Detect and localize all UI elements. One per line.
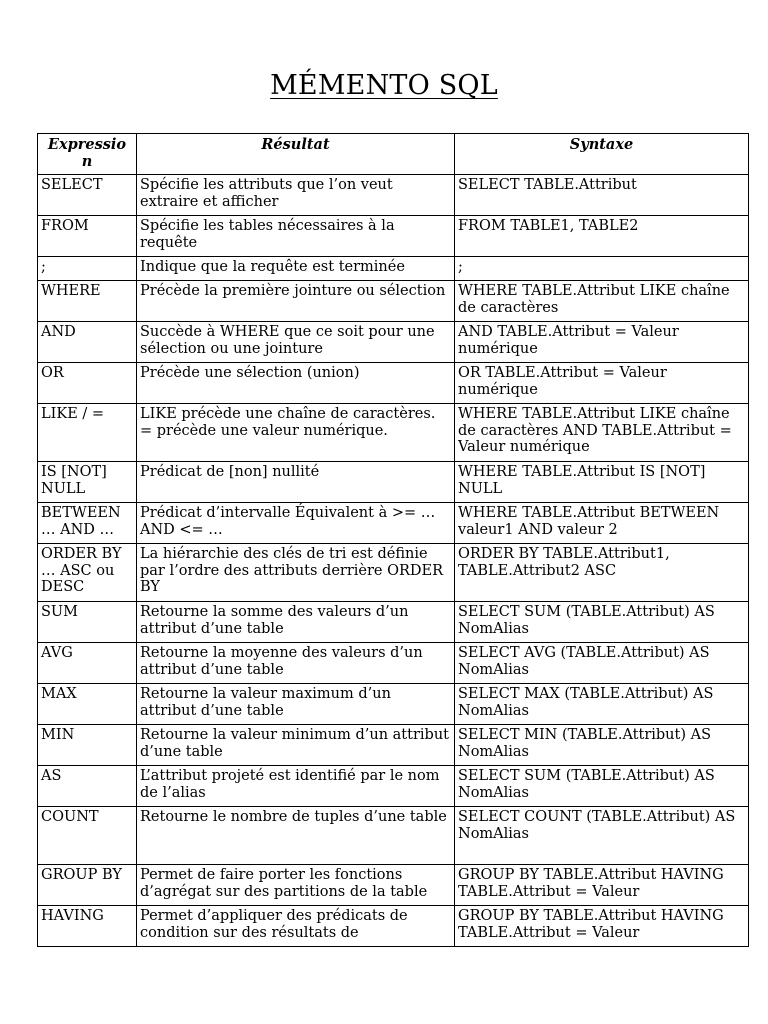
cell-resultat: Retourne la valeur maximum d’un attribut d’une table (137, 684, 455, 725)
cell-expression: HAVING (38, 906, 137, 947)
cell-resultat: Prédicat d’intervalle Équivalent à >= … AND <= … (137, 503, 455, 544)
cell-expression: IS [NOT] NULL (38, 462, 137, 503)
table-row (38, 544, 749, 602)
cell-syntaxe: WHERE TABLE.Attribut LIKE chaîne de caractères (455, 281, 749, 322)
cell-resultat: Retourne la valeur minimum d’un attribut d’une table (137, 725, 455, 766)
cell-expression: SUM (38, 602, 137, 643)
cell-syntaxe: AND TABLE.Attribut = Valeur numérique (455, 322, 749, 363)
cell-resultat: Précède une sélection (union) (137, 363, 455, 404)
cell-expression: FROM (38, 216, 137, 257)
cell-syntaxe: WHERE TABLE.Attribut IS [NOT] NULL (455, 462, 749, 503)
cell-syntaxe: WHERE TABLE.Attribut BETWEEN valeur1 AND valeur 2 (455, 503, 749, 544)
cell-resultat: Succède à WHERE que ce soit pour une sélection ou une jointure (137, 322, 455, 363)
cell-syntaxe: OR TABLE.Attribut = Valeur numérique (455, 363, 749, 404)
cell-expression: COUNT (38, 807, 137, 865)
cell-resultat: Spécifie les attributs que l’on veut extraire et afficher (137, 175, 455, 216)
cell-expression: BETWEEN … AND … (38, 503, 137, 544)
cell-expression: OR (38, 363, 137, 404)
cell-syntaxe: SELECT SUM (TABLE.Attribut) AS NomAlias (455, 602, 749, 643)
cell-expression: LIKE / = (38, 404, 137, 462)
cell-syntaxe: SELECT MAX (TABLE.Attribut) AS NomAlias (455, 684, 749, 725)
cell-expression: ORDER BY … ASC ou DESC (38, 544, 137, 602)
table-row (38, 175, 749, 216)
table-row (38, 216, 749, 257)
cell-expression: MAX (38, 684, 137, 725)
cell-expression: GROUP BY (38, 865, 137, 906)
cell-resultat: La hiérarchie des clés de tri est définie par l’ordre des attributs derrière ORDER BY (137, 544, 455, 602)
cell-resultat: Précède la première jointure ou sélection (137, 281, 455, 322)
table-row (38, 257, 749, 281)
cell-syntaxe: FROM TABLE1, TABLE2 (455, 216, 749, 257)
cell-resultat (137, 404, 455, 462)
table-row (38, 643, 749, 684)
header-resultat: Résultat (137, 134, 455, 175)
table-row (38, 684, 749, 725)
table-row (38, 865, 749, 906)
cell-syntaxe: SELECT SUM (TABLE.Attribut) AS NomAlias (455, 766, 749, 807)
table-body (38, 175, 749, 947)
table-row (38, 281, 749, 322)
cell-resultat: Spécifie les tables nécessaires à la requête (137, 216, 455, 257)
cell-resultat-line: LIKE précède une chaîne de caractères. (140, 406, 436, 422)
cell-syntaxe: SELECT AVG (TABLE.Attribut) AS NomAlias (455, 643, 749, 684)
sql-memento-table (37, 133, 749, 947)
cell-syntaxe: WHERE TABLE.Attribut LIKE chaîne de caractères AND TABLE.Attribut = Valeur numérique (455, 404, 749, 462)
header-syntaxe: Syntaxe (455, 134, 749, 175)
cell-syntaxe: SELECT TABLE.Attribut (455, 175, 749, 216)
cell-resultat: Retourne le nombre de tuples d’une table (137, 807, 455, 865)
cell-syntaxe: SELECT MIN (TABLE.Attribut) AS NomAlias (455, 725, 749, 766)
cell-resultat: Prédicat de [non] nullité (137, 462, 455, 503)
cell-resultat: Permet de faire porter les fonctions d’agrégat sur des partitions de la table (137, 865, 455, 906)
table-row (38, 725, 749, 766)
table-row (38, 807, 749, 865)
table-row (38, 462, 749, 503)
cell-resultat: Permet d’appliquer des prédicats de condition sur des résultats de (137, 906, 455, 947)
cell-expression: AND (38, 322, 137, 363)
cell-expression: AVG (38, 643, 137, 684)
table-row (38, 363, 749, 404)
cell-resultat: L’attribut projeté est identifié par le nom de l’alias (137, 766, 455, 807)
table-header-row (38, 134, 749, 175)
cell-resultat: Retourne la somme des valeurs d’un attribut d’une table (137, 602, 455, 643)
table-row (38, 602, 749, 643)
cell-syntaxe: ORDER BY TABLE.Attribut1, TABLE.Attribut2 ASC (455, 544, 749, 602)
cell-syntaxe: SELECT COUNT (TABLE.Attribut) AS NomAlias (455, 807, 749, 865)
cell-resultat: Indique que la requête est terminée (137, 257, 455, 281)
cell-resultat-line: = précède une valeur numérique. (140, 422, 388, 439)
cell-expression: ; (38, 257, 137, 281)
page-title: MÉMENTO SQL (270, 70, 498, 101)
table-row (38, 906, 749, 947)
cell-expression: WHERE (38, 281, 137, 322)
cell-resultat: Retourne la moyenne des valeurs d’un attribut d’une table (137, 643, 455, 684)
table-row (38, 766, 749, 807)
cell-syntaxe: GROUP BY TABLE.Attribut HAVING TABLE.Attribut = Valeur (455, 865, 749, 906)
cell-expression: SELECT (38, 175, 137, 216)
table-row (38, 404, 749, 462)
cell-expression: AS (38, 766, 137, 807)
table-row (38, 322, 749, 363)
cell-expression: MIN (38, 725, 137, 766)
table-row (38, 503, 749, 544)
cell-syntaxe: GROUP BY TABLE.Attribut HAVING TABLE.Attribut = Valeur (455, 906, 749, 947)
header-expression: Expressio n (38, 134, 137, 175)
cell-syntaxe: ; (455, 257, 749, 281)
